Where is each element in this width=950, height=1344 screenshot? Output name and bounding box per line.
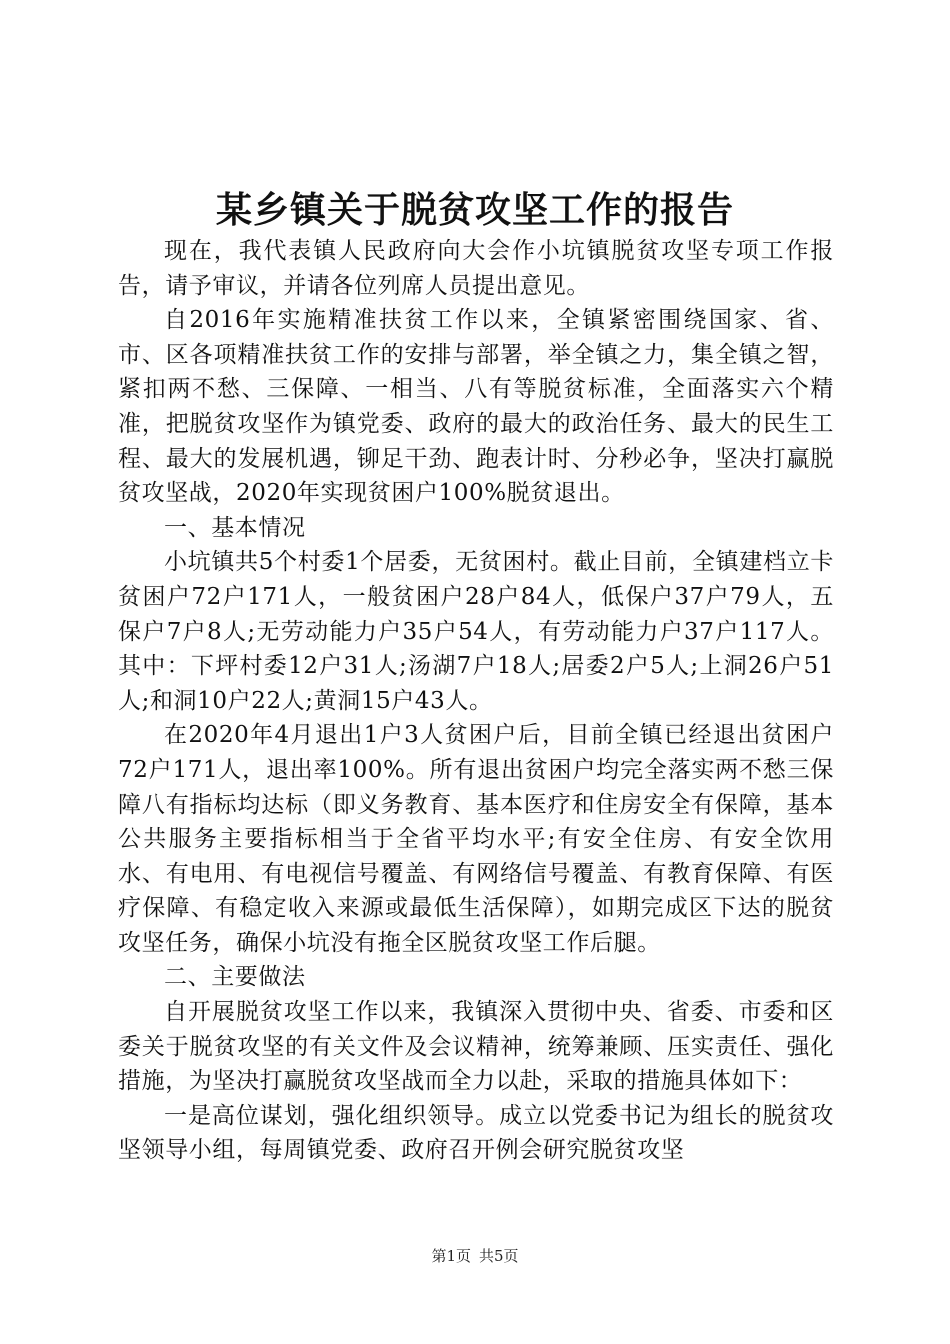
page-number: 第1页 [431, 1247, 471, 1265]
paragraph-basic-data: 小坑镇共5个村委1个居委，无贫困村。截止目前，全镇建档立卡贫困户72户171人，一般贫困户28户84人，低保户37户79人，五保户7户8人;无劳动能力户35户54人，有劳动能力户37户117人。其中：下坪村委12户31人;汤湖7户18人;居委2户5人;上洞26户51人;和洞10户22人;黄洞15户43人。 [118, 549, 834, 714]
page-total: 共5页 [479, 1247, 519, 1265]
paragraph-intro: 现在，我代表镇人民政府向大会作小坑镇脱贫攻坚专项工作报告，请予审议，并请各位列席人员提出意见。 [118, 238, 834, 299]
paragraph-practices-intro: 自开展脱贫攻坚工作以来，我镇深入贯彻中央、省委、市委和区委关于脱贫攻坚的有关文件及会议精神，统筹兼顾、压实责任、强化措施，为坚决打赢脱贫攻坚战而全力以赴，采取的措施具体如下： [118, 999, 834, 1095]
section-heading-main-practices: 二、主要做法 [164, 964, 306, 991]
section-heading-basic-situation: 一、基本情况 [164, 514, 306, 541]
document-body [118, 234, 834, 1168]
paragraph-overview: 自2016年实施精准扶贫工作以来，全镇紧密围绕国家、省、市、区各项精准扶贫工作的安排与部署，举全镇之力，集全镇之智，紧扣两不愁、三保障、一相当、八有等脱贫标准，全面落实六个精准，把脱贫攻坚作为镇党委、政府的最大的政治任务、最大的民生工程、最大的发展机遇，铆足干劲、跑表计时、分秒必争，坚决打赢脱贫攻坚战，2020年实现贫困户100%脱贫退出。 [118, 307, 834, 507]
paragraph-measure-one: 一是高位谋划，强化组织领导。成立以党委书记为组长的脱贫攻坚领导小组，每周镇党委、政府召开例会研究脱贫攻坚 [118, 1102, 834, 1164]
paragraph-exit-status: 在2020年4月退出1户3人贫困户后，目前全镇已经退出贫困户72户171人，退出率100%。所有退出贫困户均完全落实两不愁三保障八有指标均达标（即义务教育、基本医疗和住房安全有保障，基本公共服务主要指标相当于全省平均水平;有安全住房、有安全饮用水、有电用、有电视信号覆盖、有网络信号覆盖、有教育保障、有医疗保障、有稳定收入来源或最低生活保障），如期完成区下达的脱贫攻坚任务，确保小坑没有拖全区脱贫攻坚工作后腿。 [118, 722, 834, 956]
page-footer [0, 1244, 950, 1268]
document-title: 某乡镇关于脱贫攻坚工作的报告 [215, 189, 734, 231]
